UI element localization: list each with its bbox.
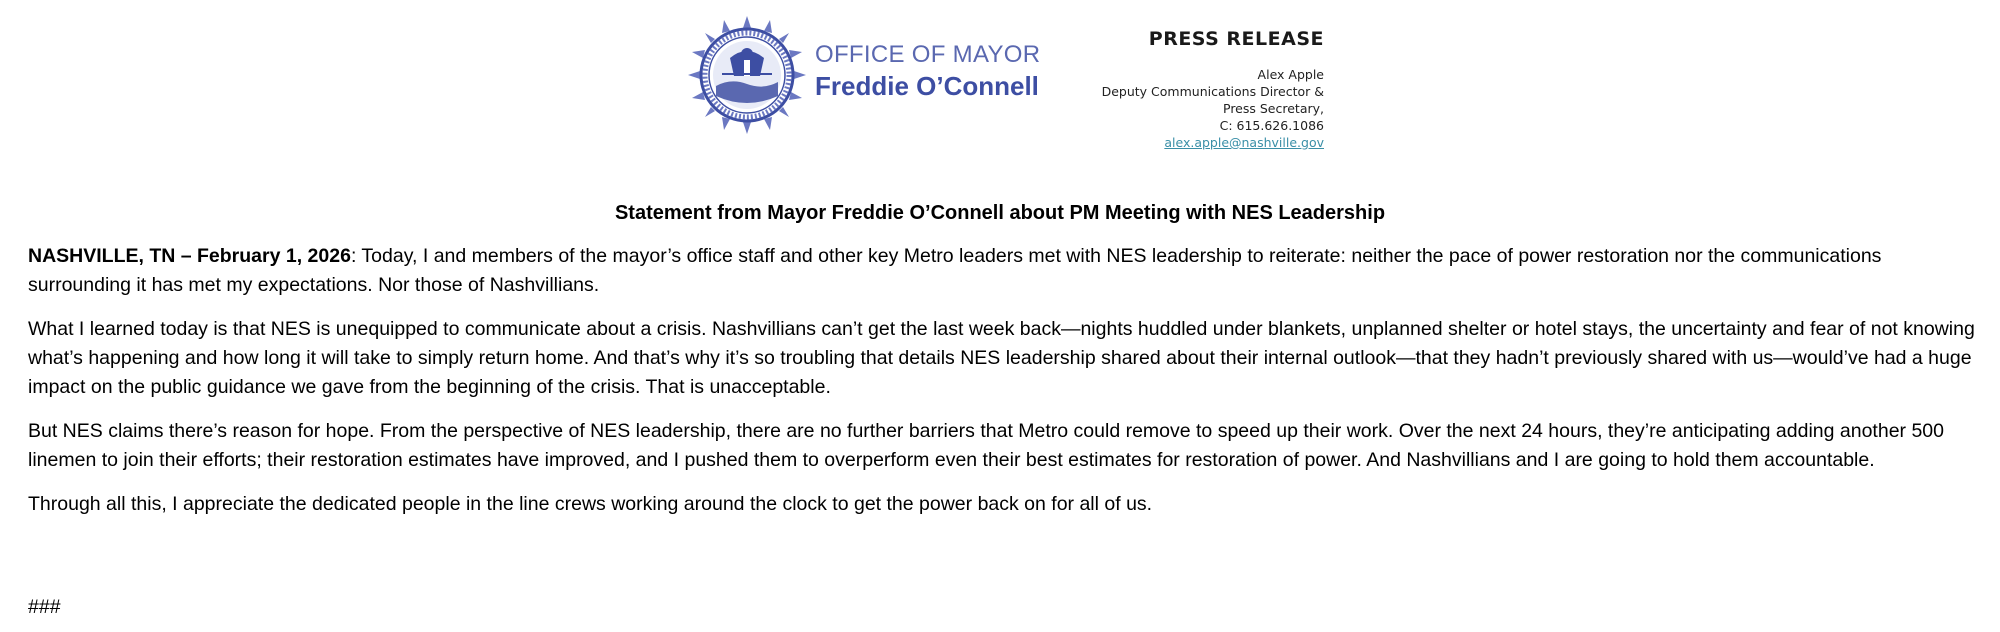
paragraph-4: Through all this, I appreciate the dedicated people in the line crews working around the clock to get the power back on for all of us. [28,493,1153,515]
contact-name: Alex Apple [1257,67,1324,82]
nashville-metro-seal-icon [686,14,808,136]
end-mark: ### [28,596,61,618]
paragraph-1 [28,242,1978,300]
contact-title-line-2: Press Secretary, [1223,101,1324,116]
paragraph-2: What I learned today is that NES is unequipped to communicate about a crisis. Nashvillians can’t get the last week back—nights huddled under blankets, unplanned shelter or hotel stays, the uncertainty and fear of not knowing what’s happening and how long it will take to simply return home. And that’s why it’s so troubling that details NES leadership shared about their internal outlook—that they hadn’t previously shared with us—would’ve had a huge impact on the public guidance we gave from the beginning of the crisis. That is unacceptable. [28,318,1975,398]
contact-title-line-1: Deputy Communications Director & [1101,84,1324,99]
mayor-name: Freddie O’Connell [815,71,1039,101]
paragraph-1-text: : Today, I and members of the mayor’s office staff and other key Metro leaders met with NES leadership to reiterate: neither the pace of power restoration nor the communications surrounding it has met my expectations. Nor those of Nashvillians. [28,245,1882,296]
statement-body [28,242,1978,534]
press-release-header [0,0,2000,170]
press-release-label: PRESS RELEASE [1148,28,1324,50]
contact-email-link[interactable]: alex.apple@nashville.gov [1164,135,1324,150]
contact-phone: C: 615.626.1086 [1219,118,1324,133]
paragraph-3: But NES claims there’s reason for hope. From the perspective of NES leadership, there are no further barriers that Metro could remove to speed up their work. Over the next 24 hours, they’re anticipating adding another 500 linemen to join their efforts; their restoration estimates have improved, and I pushed them to overperform even their best estimates for restoration of power. And Nashvillians and I are going to hold them accountable. [28,420,1944,471]
office-line-1: OFFICE OF MAYOR [815,41,1041,68]
statement-title: Statement from Mayor Freddie O’Connell about PM Meeting with NES Leadership [614,202,1386,224]
dateline: NASHVILLE, TN – February 1, 2026 [28,245,351,267]
press-contact-block [1024,26,1324,152]
